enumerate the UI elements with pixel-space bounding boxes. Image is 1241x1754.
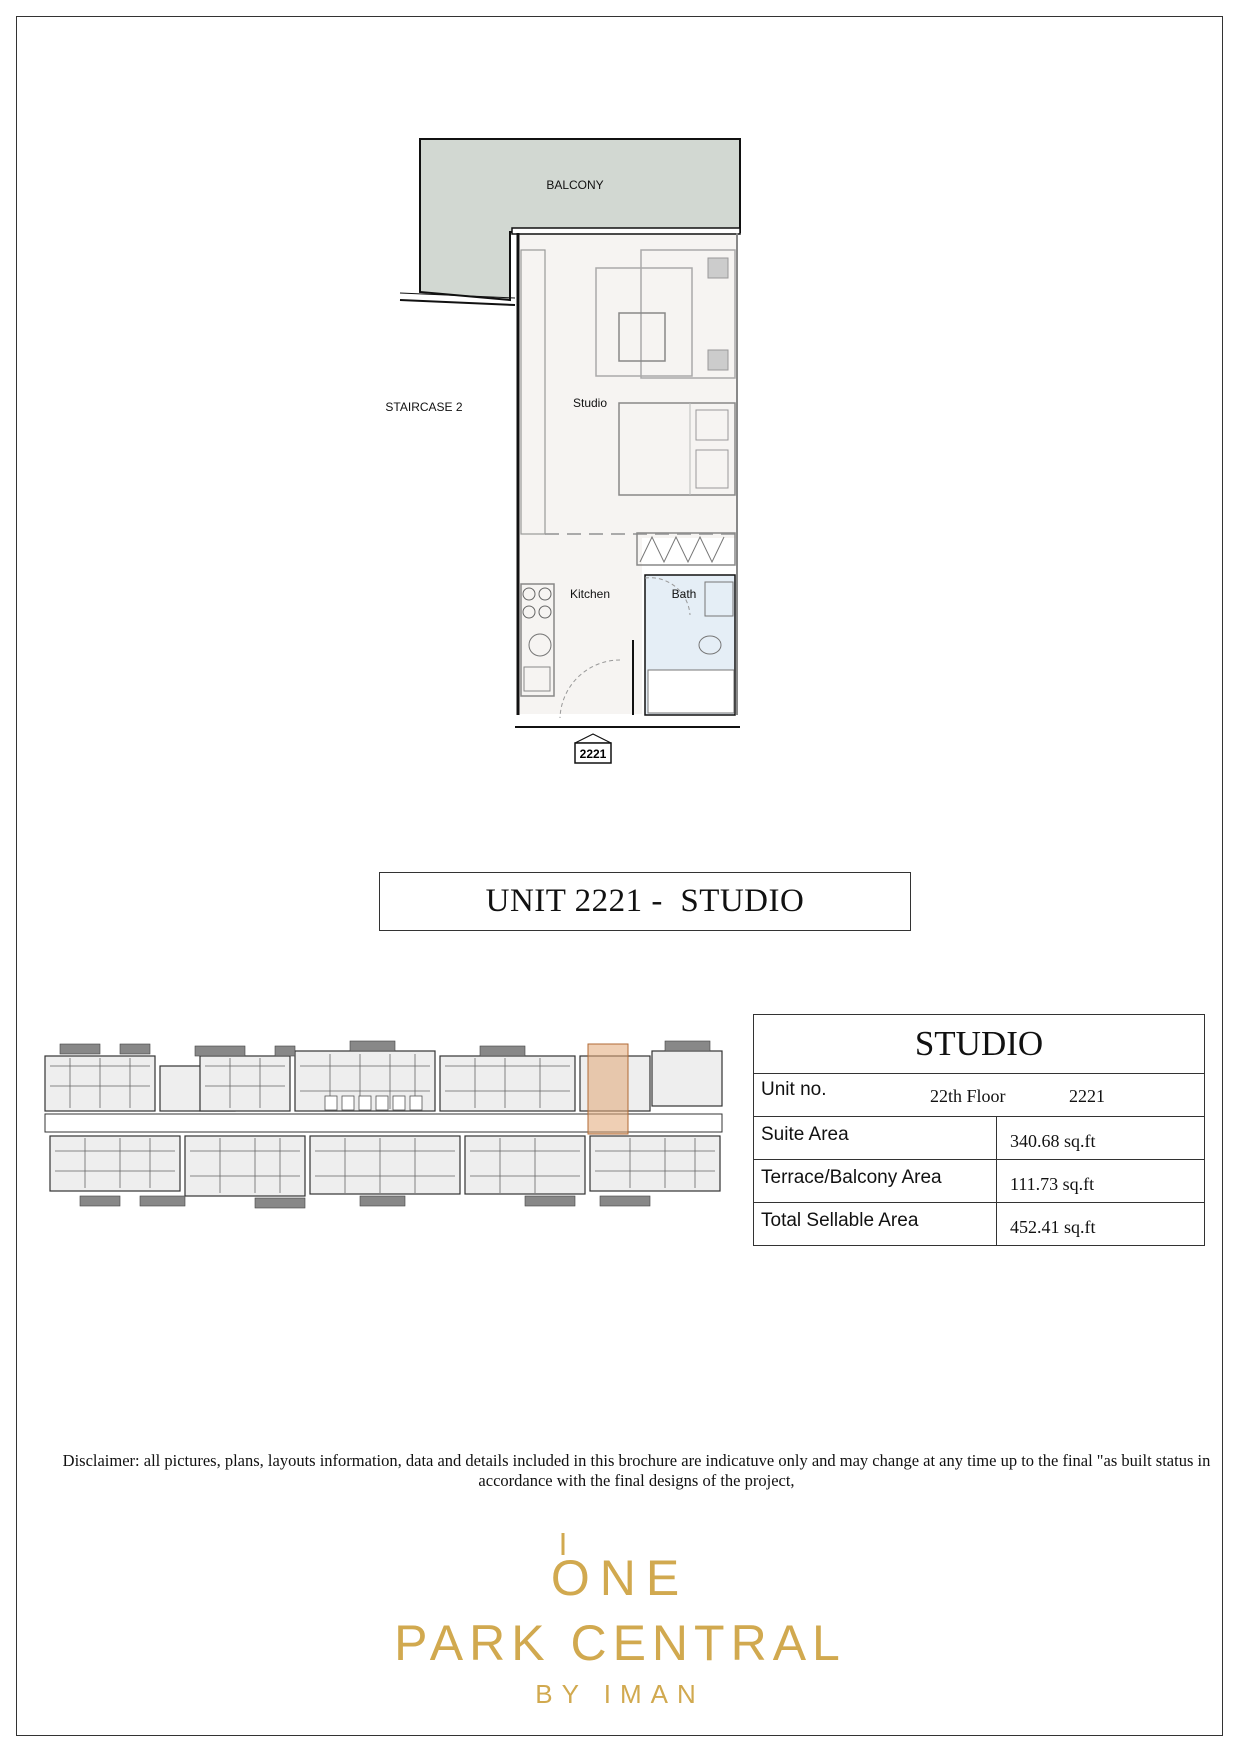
total-area-label: Total Sellable Area (754, 1203, 997, 1246)
studio-floor (518, 233, 736, 538)
table-row (754, 1117, 1205, 1160)
bath-label: Bath (671, 587, 697, 601)
logo-line3: BY IMAN (535, 1679, 705, 1709)
suite-area-value: 340.68 sq.ft (997, 1117, 1205, 1160)
unit-highlight (588, 1044, 628, 1134)
unit-floor-plan (0, 0, 1241, 780)
key-plan (40, 1036, 730, 1226)
unit-no-label: Unit no. (761, 1079, 827, 1100)
area-table (753, 1014, 1205, 1246)
total-area-value: 452.41 sq.ft (997, 1203, 1205, 1246)
balcony-label: BALCONY (546, 178, 604, 192)
logo-line1: ONE (550, 1550, 690, 1606)
table-heading: STUDIO (754, 1015, 1205, 1074)
unit-title-box (379, 872, 911, 931)
suite-area-label: Suite Area (754, 1117, 997, 1160)
one-park-central-logo (300, 1525, 940, 1710)
table-row (754, 1160, 1205, 1203)
unit-title: UNIT 2221 - STUDIO (485, 883, 805, 919)
table-row (754, 1203, 1205, 1246)
kitchen-label: Kitchen (569, 587, 611, 601)
studio-label: Studio (572, 396, 608, 410)
disclaimer-text: Disclaimer: all pictures, plans, layouts information, data and details included in this brochure are indicatuve only and may change at any time up to the final "as built status in accordance with the final designs of the project, (62, 1451, 1211, 1490)
floor-value: 22th Floor (930, 1086, 1006, 1106)
unit-no-value: 2221 (1069, 1086, 1105, 1106)
balcony-area-value: 111.73 sq.ft (997, 1160, 1205, 1203)
balcony-area-label: Terrace/Balcony Area (754, 1160, 997, 1203)
staircase-label: STAIRCASE 2 (385, 400, 463, 414)
door-tag: 2221 (579, 747, 607, 761)
logo-line2: PARK CENTRAL (394, 1615, 846, 1671)
unit-no-row (754, 1074, 1205, 1117)
